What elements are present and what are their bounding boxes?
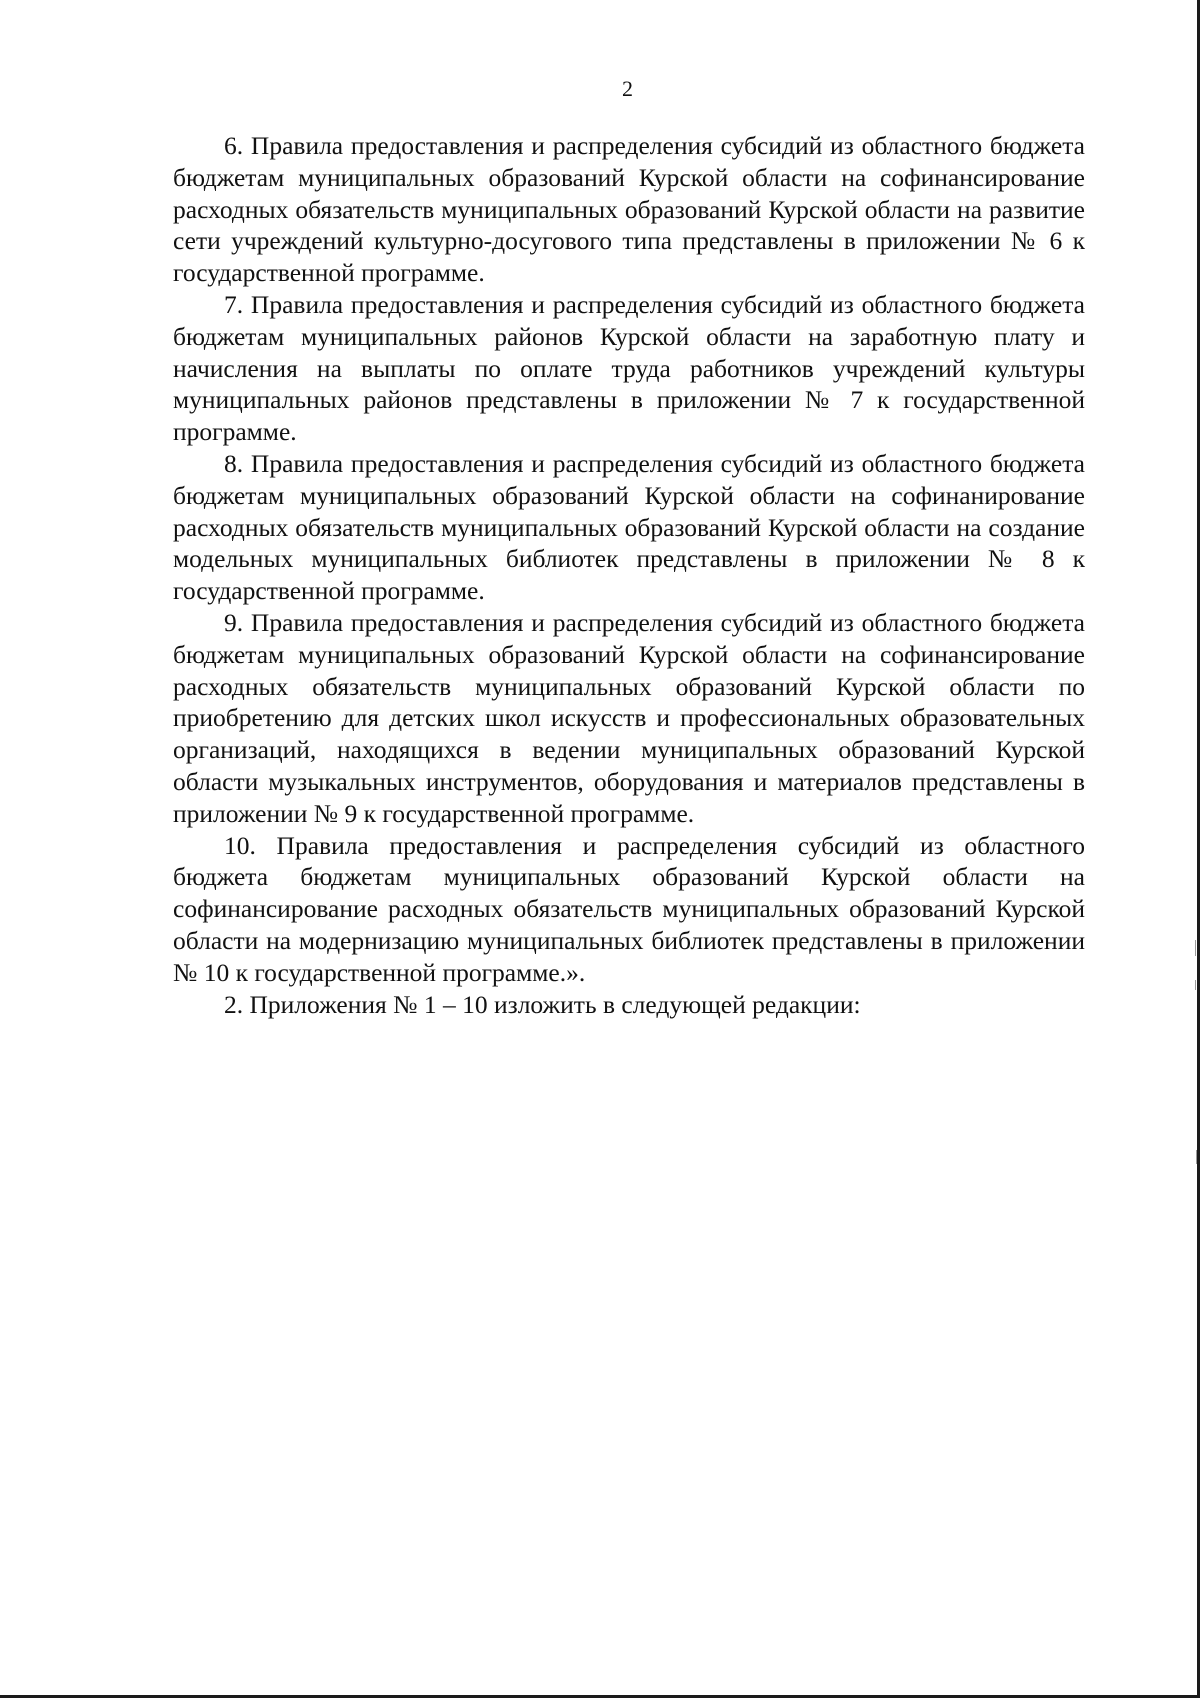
paragraph-item-8: 8. Правила предоставления и распределения субсидий из областного бюджета бюджетам муниципальных образований Курской области на софинанирование расходных обязательств муниципальных образований Курской области на создание модельных муниципальных библиотек представлены в приложении № 8 к государственной программе. [173, 448, 1085, 606]
paragraph-item-7: 7. Правила предоставления и распределения субсидий из областного бюджета бюджетам муниципальных районов Курской области на заработную плату и начисления на выплаты по оплате труда работников учреждений культуры муниципальных районов представлены в приложении № 7 к государственной программе. [173, 289, 1085, 447]
page-number: 2 [622, 76, 633, 101]
scan-speck-mark [1196, 1150, 1197, 1164]
scan-speck-mark [1195, 980, 1196, 990]
paragraph-item-9: 9. Правила предоставления и распределения субсидий из областного бюджета бюджетам муниципальных образований Курской области на софинансирование расходных обязательств муниципальных образований Курской области по приобретению для детских школ искусств и профессиональных образовательных организаций, находящихся в ведении муниципальных образований Курской области музыкальных инструментов, оборудования и материалов представлены в приложении № 9 к государственной программе. [173, 607, 1085, 828]
paragraph-section-2: 2. Приложения № 1 – 10 изложить в следующей редакции: [224, 989, 861, 1019]
document-body [173, 130, 1085, 1020]
paragraph-item-10: 10. Правила предоставления и распределения субсидий из областного бюджета бюджетам муниципальных образований Курской области на софинансирование расходных обязательств муниципальных образований Курской области на модернизацию муниципальных библиотек представлены в приложении № 10 к государственной программе.». [173, 830, 1085, 987]
scan-speck-mark [1195, 940, 1196, 956]
paragraph-item-6: 6. Правила предоставления и распределения субсидий из областного бюджета бюджетам муниципальных образований Курской области на софинансирование расходных обязательств муниципальных образований Курской области на развитие сети учреждений культурно-досугового типа представлены в приложении № 6 к государственной программе. [173, 131, 1085, 288]
